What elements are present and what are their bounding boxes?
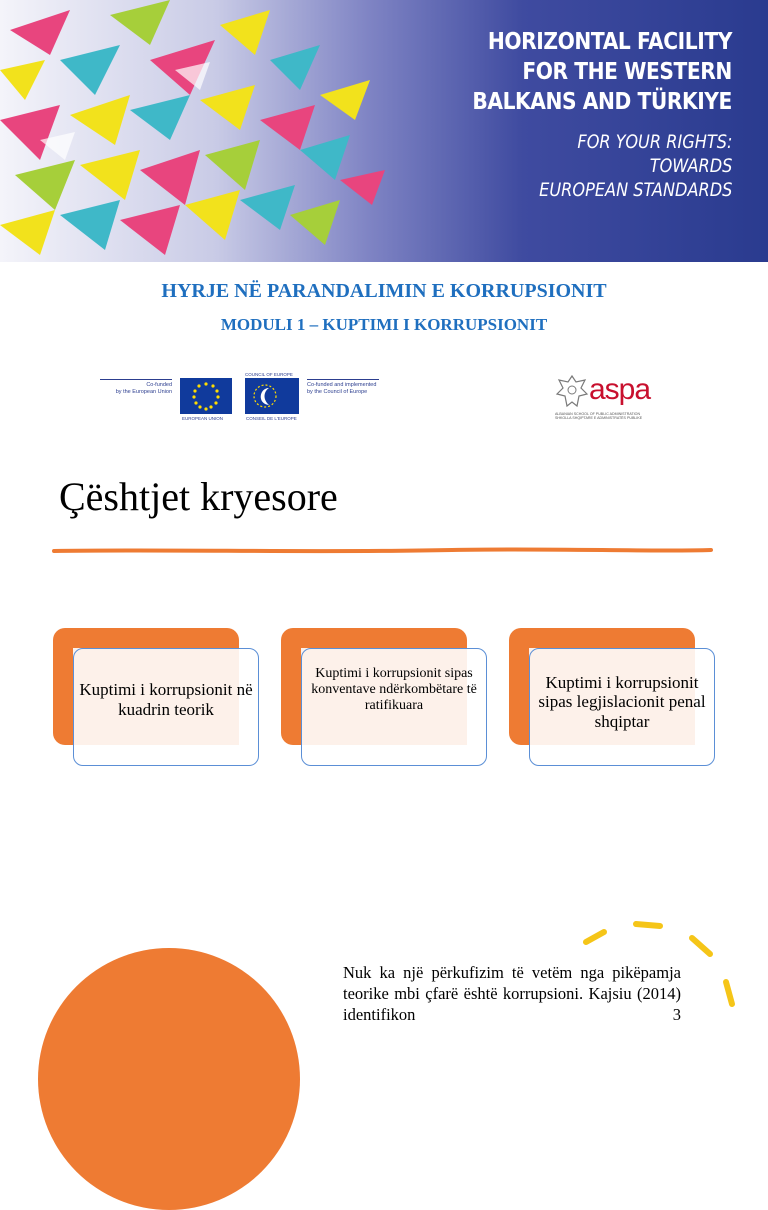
aspa-caption-line: SHKOLLA SHQIPTARE E ADMINISTRATËS PUBLIKE <box>555 416 643 420</box>
banner-subtitle-line: EUROPEAN STANDARDS <box>538 179 732 201</box>
eu-text-line: by the European Union <box>115 389 172 395</box>
bird-shapes <box>0 0 385 255</box>
coe-text-line: Co-funded and implemented <box>307 382 377 388</box>
aspa-caption-line: ALBANIAN SCHOOL OF PUBLIC ADMINISTRATION <box>555 412 641 416</box>
section-underline <box>52 546 714 556</box>
card-label: Kuptimi i korrupsionit sipas konventave ndërkombëtare të ratifikuara <box>311 665 477 714</box>
banner-title <box>472 27 732 117</box>
banner-subtitle-line: TOWARDS <box>649 155 732 177</box>
topic-card <box>509 628 715 768</box>
topic-card <box>281 628 487 768</box>
eu-text-line: Co-funded <box>146 382 172 388</box>
coe-text-line: by the Council of Europe <box>307 389 368 395</box>
decorative-orange-circle <box>38 948 300 1210</box>
eu-flag-icon <box>180 378 232 414</box>
aspa-wordmark: aspa <box>589 373 651 406</box>
body-paragraph: Nuk ka një përkufizim të vetëm nga pikëpamja teorike mbi çfarë është korrupsioni. Kajsiu (2014) identifikon 3 <box>343 963 681 1024</box>
albanian-eagle-emblem-icon <box>555 372 589 416</box>
card-label: Kuptimi i korrupsionit në kuadrin teorik <box>79 680 253 719</box>
partner-logos <box>100 372 660 424</box>
coe-cofunded-text <box>307 382 387 396</box>
card-label: Kuptimi i korrupsionit sipas legjislacionit penal shqiptar <box>538 672 706 731</box>
topic-card <box>53 628 259 768</box>
divider <box>100 379 172 380</box>
section-title: Çështjet kryesore <box>59 474 338 519</box>
eu-cofunded-text <box>108 382 172 396</box>
coe-top-caption: COUNCIL OF EUROPE <box>245 372 293 377</box>
banner-subtitle <box>539 130 732 202</box>
banner-title-line: BALKANS AND TÜRKIYE <box>472 89 732 115</box>
origami-birds-illustration <box>0 0 420 262</box>
header-banner <box>0 0 768 262</box>
council-of-europe-flag-icon <box>245 378 299 414</box>
divider <box>307 379 379 380</box>
document-title: HYRJE NË PARANDALIMIN E KORRUPSIONIT <box>161 280 607 302</box>
aspa-caption <box>555 412 642 420</box>
banner-title-line: HORIZONTAL FACILITY <box>487 29 732 55</box>
coe-bottom-caption: CONSEIL DE L'EUROPE <box>246 416 297 421</box>
aspa-logo <box>555 372 665 424</box>
eu-caption: EUROPEAN UNION <box>182 416 224 421</box>
banner-subtitle-line: FOR YOUR RIGHTS: <box>576 131 732 153</box>
banner-title-line: FOR THE WESTERN <box>522 59 732 85</box>
module-title: MODULI 1 – KUPTIMI I KORRUPSIONIT <box>220 315 548 334</box>
